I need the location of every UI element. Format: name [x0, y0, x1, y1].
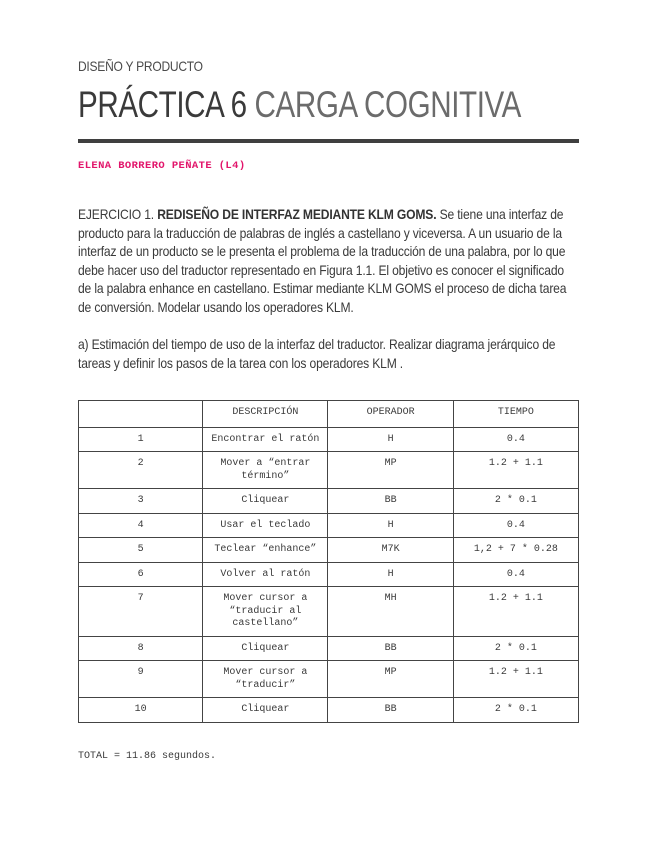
row-description: Cliquear — [203, 698, 328, 723]
row-time: 2 * 0.1 — [453, 489, 578, 514]
table-row — [79, 562, 579, 587]
exercise-heading: REDISEÑO DE INTERFAZ MEDIANTE KLM GOMS. — [157, 206, 437, 222]
row-operator: MH — [328, 587, 453, 637]
header-operator: OPERADOR — [328, 401, 453, 428]
row-index: 3 — [79, 489, 203, 514]
row-description: Mover cursor a “traducir” — [203, 661, 328, 698]
row-time: 1.2 + 1.1 — [453, 661, 578, 698]
table-row — [79, 661, 579, 698]
exercise-lead: EJERCICIO 1. — [78, 206, 154, 222]
row-time: 2 * 0.1 — [453, 698, 578, 723]
table-row — [79, 427, 579, 452]
table-row — [79, 698, 579, 723]
row-time: 0.4 — [453, 513, 578, 538]
row-operator: BB — [328, 636, 453, 661]
exercise-body: Se tiene una interfaz de producto para la traducción de palabras de inglés a castellano y viceversa. A un usuario de la interfaz de un producto se le presenta el problema de la traducción de una palabra, por lo que debe hacer uso del traductor representado en Figura 1.1. El objetivo es conocer el significado de la palabra enhance en castellano. Estimar mediante KLM GOMS el proceso de dicha tarea de conversión. Modelar usando los operadores KLM. — [78, 206, 567, 315]
table-row — [79, 489, 579, 514]
total-time: TOTAL = 11.86 segundos. — [78, 751, 217, 762]
row-operator: BB — [328, 489, 453, 514]
table-row — [79, 538, 579, 563]
table-row — [79, 452, 579, 489]
row-operator: M7K — [328, 538, 453, 563]
row-time: 1,2 + 7 * 0.28 — [453, 538, 578, 563]
row-index: 6 — [79, 562, 203, 587]
title-divider — [78, 139, 579, 143]
author-name: ELENA BORRERO PEÑATE (L4) — [78, 160, 246, 172]
klm-table — [78, 400, 579, 723]
row-index: 4 — [79, 513, 203, 538]
row-time: 1.2 + 1.1 — [453, 452, 578, 489]
part-a-paragraph: a) Estimación del tiempo de uso de la interfaz del traductor. Realizar diagrama jerárquico de tareas y definir los pasos de la tarea con los operadores KLM . — [78, 336, 556, 371]
row-time: 2 * 0.1 — [453, 636, 578, 661]
table-row — [79, 636, 579, 661]
row-description: Volver al ratón — [203, 562, 328, 587]
table-row — [79, 513, 579, 538]
row-index: 1 — [79, 427, 203, 452]
table-row — [79, 587, 579, 637]
row-time: 0.4 — [453, 427, 578, 452]
row-time: 1.2 + 1.1 — [453, 587, 578, 637]
header-index — [79, 401, 203, 428]
row-index: 8 — [79, 636, 203, 661]
row-description: Cliquear — [203, 636, 328, 661]
row-operator: MP — [328, 661, 453, 698]
table-header-row — [79, 401, 579, 428]
row-index: 5 — [79, 538, 203, 563]
exercise-paragraph — [78, 205, 580, 317]
row-operator: H — [328, 562, 453, 587]
header-description: DESCRIPCIÓN — [203, 401, 328, 428]
row-description: Encontrar el ratón — [203, 427, 328, 452]
row-description: Teclear “enhance” — [203, 538, 328, 563]
row-index: 10 — [79, 698, 203, 723]
row-description: Usar el teclado — [203, 513, 328, 538]
title-main: PRÁCTICA 6 — [78, 84, 247, 125]
row-description: Mover cursor a “traducir al castellano” — [203, 587, 328, 637]
row-index: 9 — [79, 661, 203, 698]
title-sub: CARGA COGNITIVA — [254, 84, 522, 125]
row-index: 7 — [79, 587, 203, 637]
row-operator: H — [328, 427, 453, 452]
row-index: 2 — [79, 452, 203, 489]
row-operator: BB — [328, 698, 453, 723]
category-label: DISEÑO Y PRODUCTO — [78, 58, 203, 74]
row-description: Cliquear — [203, 489, 328, 514]
row-time: 0.4 — [453, 562, 578, 587]
row-operator: MP — [328, 452, 453, 489]
header-time: TIEMPO — [453, 401, 578, 428]
table-body — [79, 427, 579, 722]
row-operator: H — [328, 513, 453, 538]
row-description: Mover a “entrar término” — [203, 452, 328, 489]
page-title — [78, 84, 521, 126]
